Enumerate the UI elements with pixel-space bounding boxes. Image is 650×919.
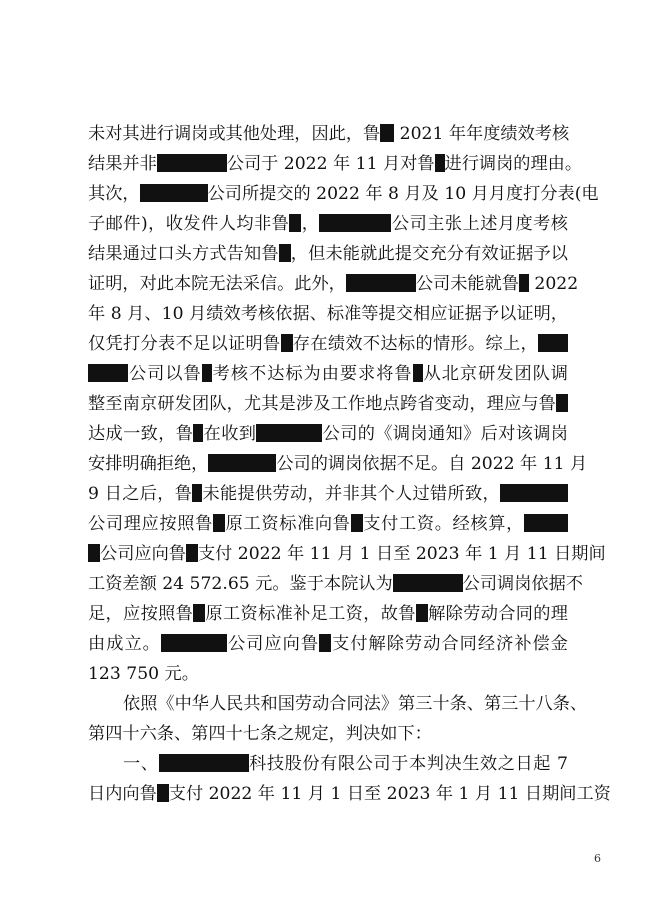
text-segment: 公司以鲁 (128, 364, 202, 384)
text-segment: 公司于 2022 年 11 月对鲁 (226, 154, 435, 174)
text-segment: 一、 (123, 754, 159, 774)
text-segment: 达成一致，鲁 (88, 424, 194, 444)
text-segment: 年 8 月、10 月绩效考核依据、标准等提交相应证据予以证明， (88, 304, 568, 324)
redaction-block (281, 334, 293, 352)
text-segment: 公司应向鲁 (226, 634, 320, 654)
text-line (88, 511, 568, 537)
text-line (88, 481, 568, 507)
redaction-block (351, 514, 363, 532)
text-segment: 支付解除劳动合同经济补偿金 (331, 634, 568, 654)
text-segment: 科技股份有限公司于本判决生效之日起 7 (248, 754, 568, 774)
redaction-block (157, 154, 227, 172)
text-line (88, 151, 583, 177)
redaction-block (88, 544, 100, 562)
text-segment: 日内向鲁 (88, 784, 157, 804)
text-segment: 考核不达标为由要求将鲁 (211, 364, 413, 384)
text-segment: 其次， (88, 184, 140, 204)
text-line (88, 301, 568, 327)
text-segment: 第四十六条、第四十七条之规定，判决如下： (88, 724, 432, 744)
text-segment: 公司的《调岗通知》后对该调岗 (322, 424, 568, 444)
text-line (88, 541, 606, 567)
text-segment: 原工资标准补足工资，故鲁 (205, 604, 416, 624)
text-segment: 仅凭打分表不足以证明鲁 (88, 334, 281, 354)
text-segment: 子邮件)，收发件人均非鲁 (88, 214, 290, 234)
redaction-block (208, 454, 276, 472)
text-line (88, 361, 568, 387)
text-segment: 在收到 (203, 424, 257, 444)
redaction-block (279, 244, 291, 262)
redaction-block (193, 604, 205, 622)
redaction-block (88, 364, 128, 382)
text-line (123, 751, 568, 777)
text-segment: 进行调岗的理由。 (444, 154, 583, 174)
text-segment: 证明，对此本院无法采信。此外， (88, 274, 346, 294)
text-segment: 2021 年年度绩效考核 (394, 124, 570, 144)
text-segment: 公司未能就鲁 (415, 274, 519, 294)
text-line (88, 211, 568, 237)
text-segment: 2022 (528, 274, 579, 294)
text-line (88, 391, 568, 417)
text-segment: 由成立。 (88, 634, 161, 654)
text-segment: 解除劳动合同的理 (427, 604, 568, 624)
redaction-block (519, 274, 529, 292)
text-segment: 公司理应按照鲁 (88, 514, 213, 534)
text-segment: 从北京研发团队调 (422, 364, 568, 384)
text-line (88, 421, 568, 447)
text-line (88, 451, 588, 477)
redaction-block (213, 514, 225, 532)
text-line (123, 691, 588, 717)
text-segment: 公司调岗依据不 (462, 574, 583, 594)
text-line (88, 781, 611, 807)
redaction-block (416, 604, 428, 622)
text-line (88, 241, 568, 267)
redaction-block (346, 274, 416, 292)
text-line (88, 571, 583, 597)
text-segment: 123 750 元。 (88, 664, 199, 684)
text-segment: 支付工资。经核算， (362, 514, 524, 534)
text-segment: 支付 2022 年 11 月 1 日至 2023 年 1 月 11 日期间 (197, 544, 606, 564)
text-segment: 支付 2022 年 11 月 1 日至 2023 年 1 月 11 日期间工资 (168, 784, 611, 804)
text-line (88, 721, 568, 747)
redaction-block (140, 184, 208, 202)
redaction-block (289, 214, 301, 232)
page-number: 6 (594, 852, 601, 865)
redaction-block (202, 364, 212, 382)
redaction-block (161, 634, 227, 652)
redaction-block (393, 574, 463, 592)
text-segment: 原工资标准向鲁 (224, 514, 351, 534)
text-segment: 整至南京研发团队，尤其是涉及工作地点跨省变动，理应与鲁 (88, 394, 556, 414)
text-segment: ，但未能就此提交充分有效证据予以 (290, 244, 568, 264)
redaction-block (435, 154, 445, 172)
text-segment: 未能提供劳动，并非其个人过错所致， (202, 484, 500, 504)
text-segment: 结果并非 (88, 154, 157, 174)
redaction-block (159, 754, 249, 772)
text-segment: 9 日之后，鲁 (88, 484, 193, 504)
redaction-block (319, 214, 391, 232)
redaction-block (380, 124, 394, 142)
text-segment: 结果通过口头方式告知鲁 (88, 244, 279, 264)
text-segment: 工资差额 24 572.65 元。鉴于本院认为 (88, 574, 393, 594)
redaction-block (500, 484, 568, 502)
text-segment: ， (301, 214, 320, 234)
text-segment: 未对其进行调岗或其他处理，因此，鲁 (88, 124, 381, 144)
text-line (88, 661, 568, 687)
text-line (88, 121, 568, 147)
text-segment: 公司所提交的 2022 年 8 月及 10 月月度打分表(电 (207, 184, 599, 204)
redaction-block (186, 544, 198, 562)
redaction-block (193, 424, 203, 442)
redaction-block (556, 394, 568, 412)
text-line (88, 331, 568, 357)
redaction-block (524, 514, 568, 532)
text-line (88, 631, 568, 657)
redaction-block (413, 364, 423, 382)
text-segment: 依照《中华人民共和国劳动合同法》第三十条、第三十八条、 (123, 694, 588, 714)
redaction-block (538, 334, 568, 352)
text-segment: 安排明确拒绝， (88, 454, 209, 474)
redaction-block (192, 484, 202, 502)
redaction-block (319, 634, 331, 652)
redaction-block (157, 784, 169, 802)
redaction-block (256, 424, 322, 442)
text-line (88, 601, 568, 627)
text-line (88, 181, 599, 207)
text-line (88, 271, 579, 297)
text-segment: 存在绩效不达标的情形。综上， (292, 334, 538, 354)
text-segment: 足，应按照鲁 (88, 604, 194, 624)
text-segment: 公司应向鲁 (100, 544, 186, 564)
text-segment: 公司主张上述月度考核 (391, 214, 568, 234)
text-segment: 公司的调岗依据不足。自 2022 年 11 月 (276, 454, 588, 474)
